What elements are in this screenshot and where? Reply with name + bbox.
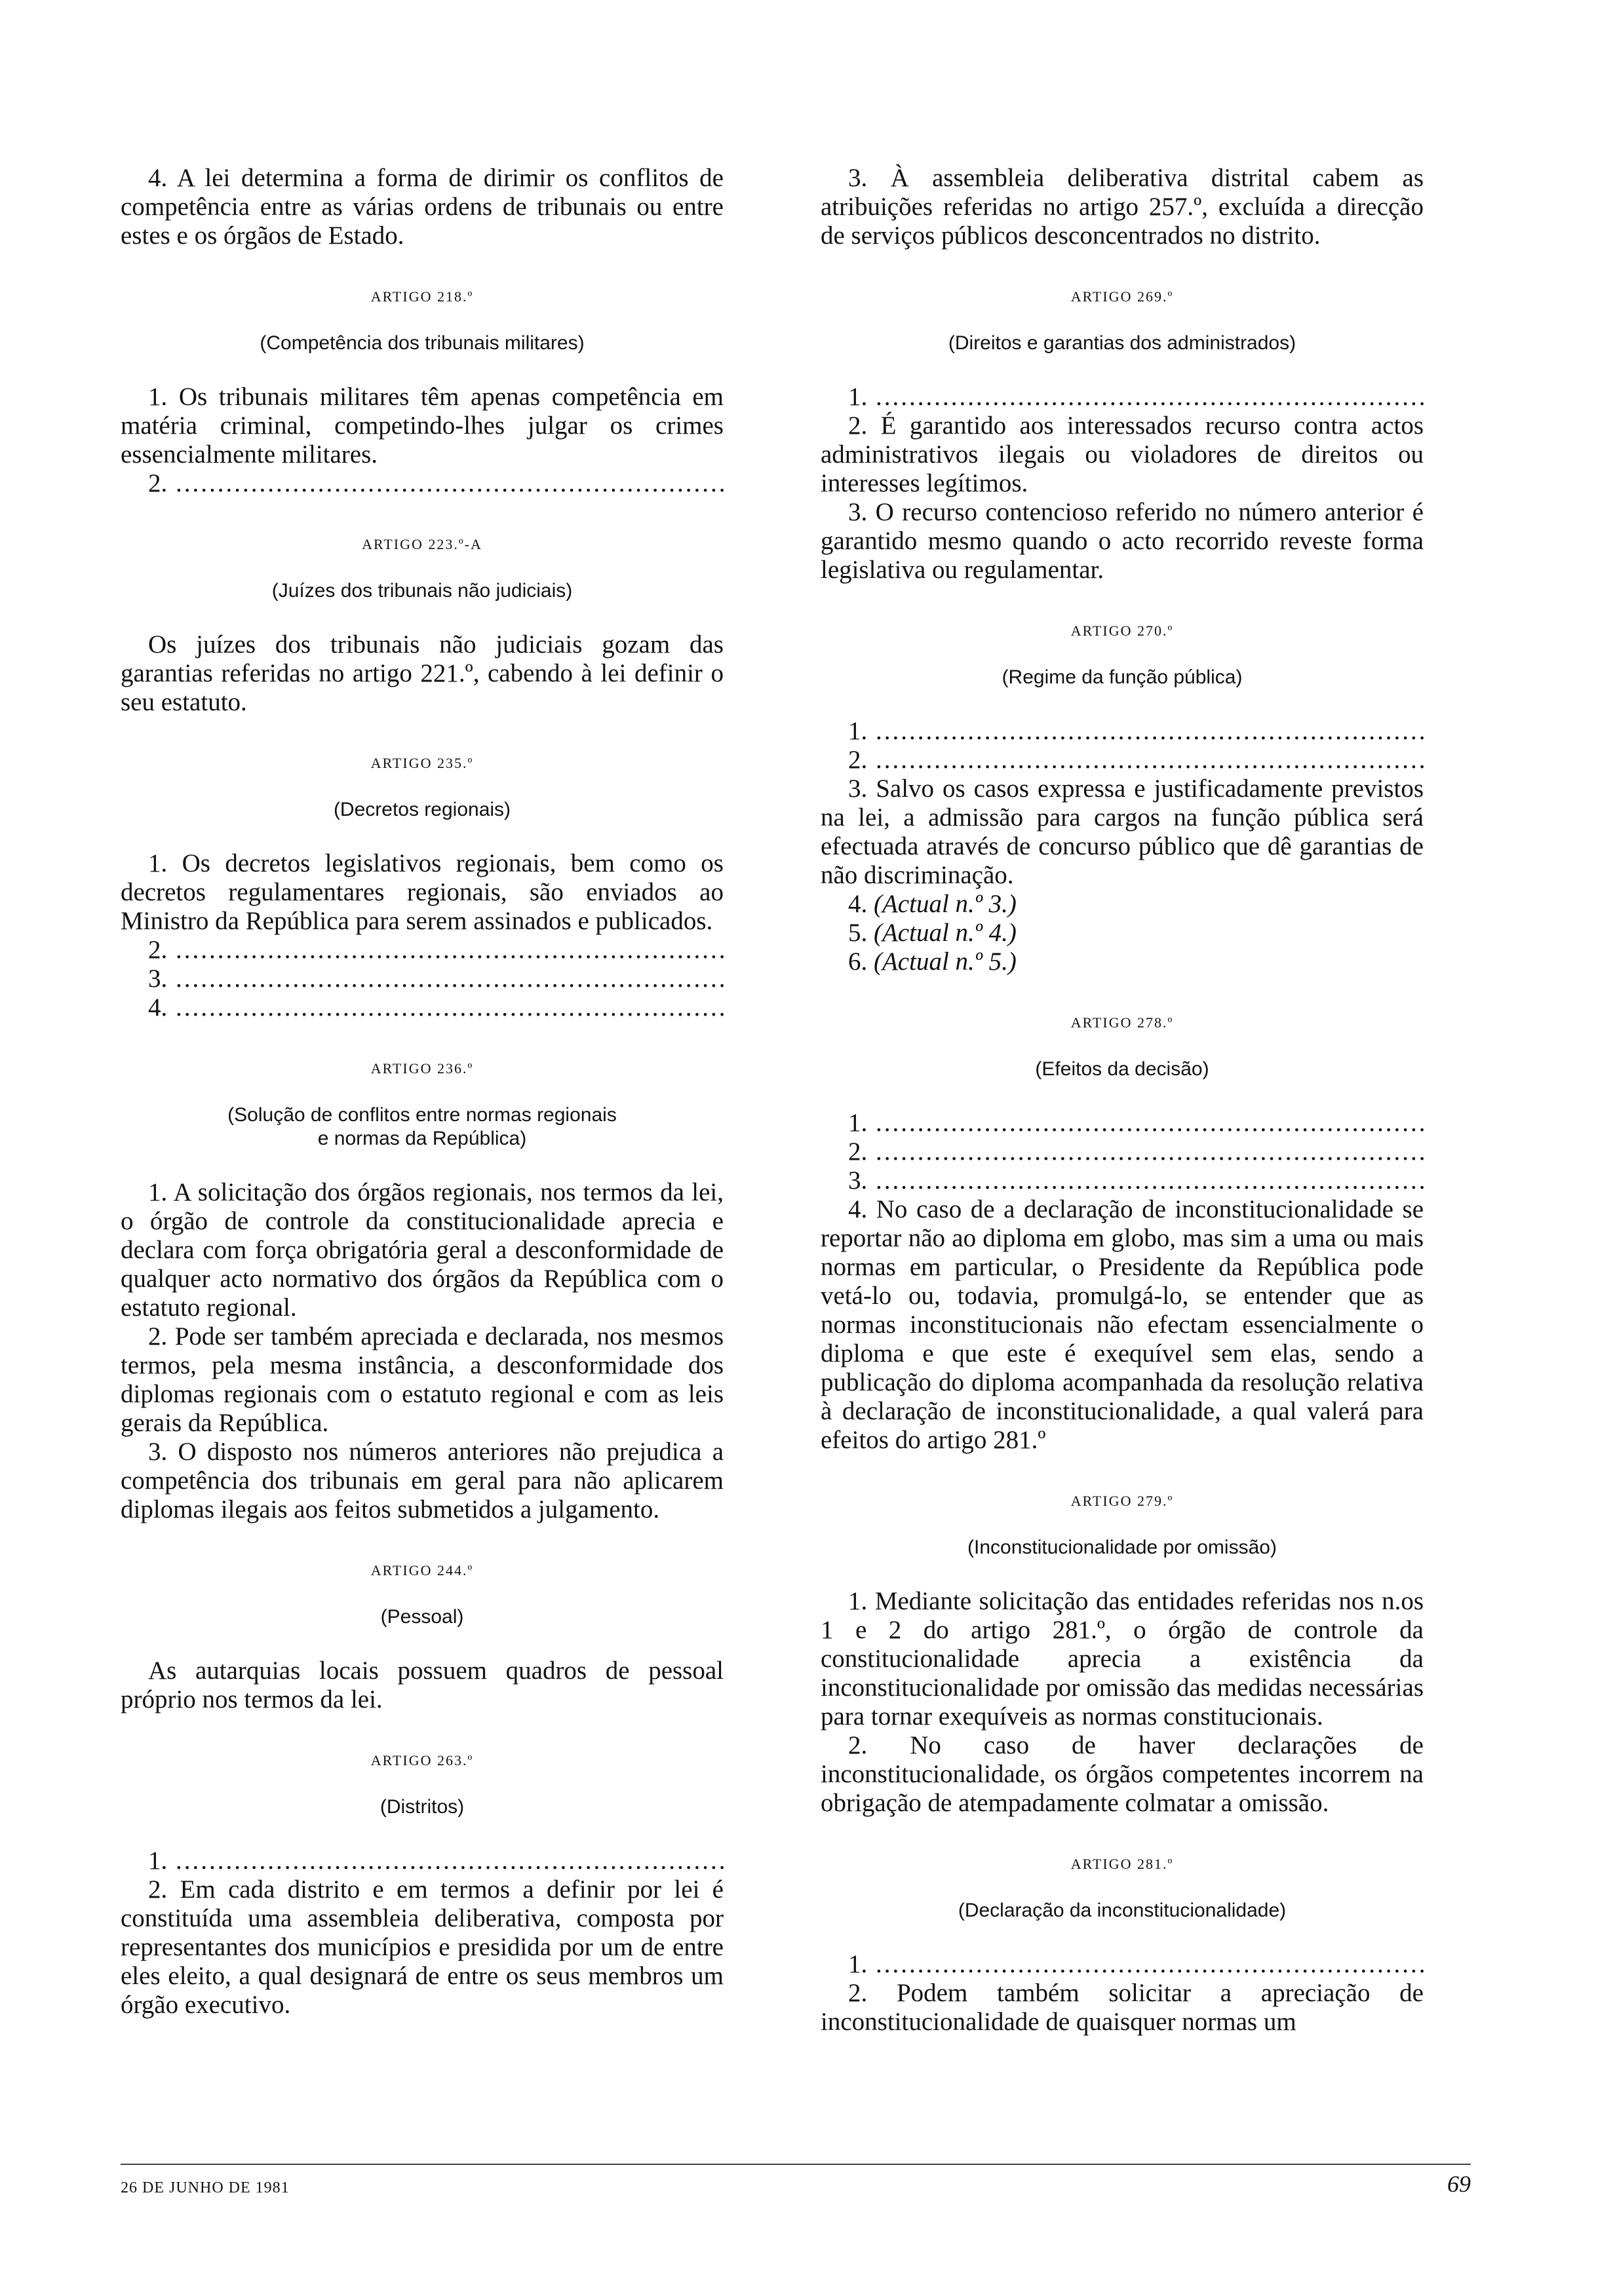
article-heading: ARTIGO 236.º <box>370 1060 474 1077</box>
paragraph: 2. Podem também solicitar a apreciação de inconstitucionalidade de quaisquer normas um <box>821 1979 1424 2036</box>
article-heading: ARTIGO 244.º <box>370 1562 474 1578</box>
omitted-item: 1. ..... <box>821 717 1424 746</box>
paragraph: 1. Os tribunais militares têm apenas competência em matéria criminal, competindo-lhes julgar os crimes essencialmente militares. <box>121 383 724 469</box>
article-title: (Direitos e garantias dos administrados) <box>948 332 1296 354</box>
paragraph: 4. A lei determina a forma de dirimir os conflitos de competência entre as várias ordens de tribunais ou entre estes e os órgãos de Estado. <box>121 164 724 250</box>
paragraph: 2. É garantido aos interessados recurso contra actos administrativos ilegais ou violadores de direitos ou interesses legítimos. <box>821 411 1424 497</box>
omitted-item: 2. ..... <box>121 936 724 965</box>
omitted-item: 4. ..... <box>121 993 724 1022</box>
article-title: (Competência dos tribunais militares) <box>260 332 585 354</box>
omitted-item: 3. ..... <box>121 965 724 993</box>
article-heading: ARTIGO 218.º <box>370 288 474 305</box>
paragraph: 2. No caso de haver declarações de inconstitucionalidade, os órgãos competentes incorrem na obrigação de atempadamente colmatar a omissão. <box>821 1731 1424 1817</box>
omitted-item: 2. ..... <box>121 469 724 498</box>
item-number: 4. <box>848 890 868 918</box>
article-heading: ARTIGO 279.º <box>1070 1493 1174 1509</box>
paragraph: 2. Em cada distrito e em termos a definir por lei é constituída uma assembleia deliberativa, composta por representantes dos municípios e presidida por um de entre eles eleito, a qual designará de entre os seus membros um órgão executivo. <box>121 1875 724 2019</box>
actual-item <box>821 947 1424 976</box>
footer-rule <box>121 2164 1471 2165</box>
article-heading: ARTIGO 223.º-A <box>362 536 482 552</box>
article-heading: ARTIGO 269.º <box>1070 288 1174 305</box>
article-heading: ARTIGO 235.º <box>370 755 474 771</box>
paragraph: 3. O recurso contencioso referido no número anterior é garantido mesmo quando o acto recorrido reveste forma legislativa ou regulamentar. <box>821 498 1424 584</box>
article-title: (Inconstitucionalidade por omissão) <box>967 1537 1277 1558</box>
article-title-line: (Solução de conflitos entre normas regionais <box>227 1104 617 1126</box>
item-note: (Actual n.º 5.) <box>874 947 1017 976</box>
omitted-item: 2. ..... <box>821 746 1424 775</box>
omitted-item: 3. ..... <box>821 1166 1424 1195</box>
page-number: 69 <box>1447 2171 1471 2197</box>
article-title: (Distritos) <box>379 1796 465 1818</box>
article-title: (Declaração da inconstitucionalidade) <box>958 1900 1287 1921</box>
article-title: (Pessoal) <box>380 1606 464 1628</box>
left-column <box>121 164 724 2019</box>
omitted-item: 1. ..... <box>821 1950 1424 1979</box>
paragraph: 1. A solicitação dos órgãos regionais, nos termos da lei, o órgão de controle da constitucionalidade aprecia e declara com força obrigatória geral a desconformidade de qualquer acto normativo dos órgãos da República com o estatuto regional. <box>121 1178 724 1322</box>
article-title: (Juízes dos tribunais não judiciais) <box>271 580 573 602</box>
paragraph: Os juízes dos tribunais não judiciais gozam das garantias referidas no artigo 221.º, cabendo à lei definir o seu estatuto. <box>121 630 724 716</box>
omitted-item: 2. ..... <box>821 1138 1424 1166</box>
omitted-item: 1. ..... <box>821 1109 1424 1138</box>
article-title: (Efeitos da decisão) <box>1035 1058 1209 1080</box>
omitted-item: 1. ..... <box>121 1846 724 1875</box>
article-heading: ARTIGO 263.º <box>370 1752 474 1769</box>
article-heading: ARTIGO 281.º <box>1070 1856 1174 1872</box>
item-number: 6. <box>848 947 868 976</box>
actual-item <box>821 919 1424 947</box>
footer-date: 26 DE JUNHO DE 1981 <box>121 2179 290 2196</box>
item-note: (Actual n.º 3.) <box>874 890 1017 918</box>
paragraph: As autarquias locais possuem quadros de pessoal próprio nos termos da lei. <box>121 1656 724 1713</box>
item-number: 5. <box>848 919 868 947</box>
paragraph: 2. Pode ser também apreciada e declarada, nos mesmos termos, pela mesma instância, a desconformidade dos diplomas regionais com o estatuto regional e com as leis gerais da República. <box>121 1322 724 1437</box>
item-note: (Actual n.º 4.) <box>874 919 1017 947</box>
paragraph: 3. Salvo os casos expressa e justificadamente previstos na lei, a admissão para cargos na função pública será efectuada através de concurso público que dê garantias de não discriminação. <box>821 775 1424 889</box>
omitted-item: 1. ..... <box>821 383 1424 411</box>
actual-item <box>821 890 1424 919</box>
paragraph: 4. No caso de a declaração de inconstitucionalidade se reportar não ao diploma em globo, mas sim a uma ou mais normas em particular, o Presidente da República pode vetá-lo ou, todavia, promulgá-lo, se entender que as normas inconstitucionais não efectam essencialmente o diploma e que este é exequível sem elas, sendo a publicação do diploma acompanhada da resolução relativa à declaração de inconstitucionalidade, a qual valerá para efeitos do artigo 281.º <box>821 1195 1424 1454</box>
paragraph: 1. Os decretos legislativos regionais, bem como os decretos regulamentares regionais, são enviados ao Ministro da República para serem assinados e publicados. <box>121 849 724 935</box>
article-heading: ARTIGO 278.º <box>1070 1014 1174 1031</box>
article-title-line: e normas da República) <box>317 1128 527 1149</box>
article-title: (Regime da função pública) <box>1002 666 1243 688</box>
right-column <box>821 164 1424 2037</box>
article-title: (Decretos regionais) <box>333 799 511 820</box>
paragraph: 3. À assembleia deliberativa distrital cabem as atribuições referidas no artigo 257.º, excluída a direcção de serviços públicos desconcentrados no distrito. <box>821 164 1424 250</box>
paragraph: 3. O disposto nos números anteriores não prejudica a competência dos tribunais em geral para não aplicarem diplomas ilegais aos feitos submetidos a julgamento. <box>121 1438 724 1523</box>
paragraph: 1. Mediante solicitação das entidades referidas nos n.os 1 e 2 do artigo 281.º, o órgão de controle da constitucionalidade aprecia a existência da inconstitucionalidade por omissão das medidas necessárias para tornar exequíveis as normas constitucionais. <box>821 1587 1424 1731</box>
article-heading: ARTIGO 270.º <box>1070 622 1174 639</box>
